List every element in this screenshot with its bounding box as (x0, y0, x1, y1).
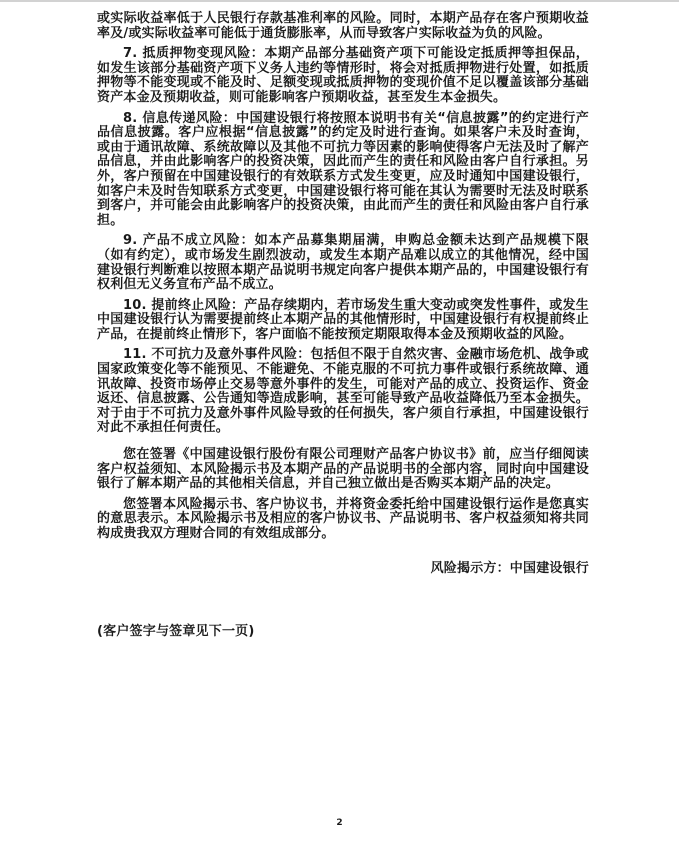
risk-discloser-signature-line: 风险揭示方：中国建设银行 (430, 560, 589, 576)
notice-paragraph-contract-composition: 您签署本风险揭示书、客户协议书，并将资金委托给中国建设银行运作是您真实的意思表示。本风险揭示书及相应的客户协议书、产品说明书、客户权益须知将共同构成贵我双方理财合同的有效组成部分。 (97, 496, 589, 541)
risk-item-9-product-non-establishment: 9. 产品不成立风险：如本产品募集期届满，申购总金额未达到产品规模下限（如有约定），或市场发生剧烈波动，或发生本期产品难以成立的其他情况，经中国建设银行判断难以按照本期产品说明书规定向客户提供本期产品的，中国建设银行有权利但无义务宣布产品不成立。 (97, 233, 589, 293)
continuation-paragraph: 或实际收益率低于人民银行存款基准利率的风险。同时，本期产品存在客户预期收益率及/或实际收益率可能低于通货膨胀率，从而导致客户实际收益为负的风险。 (97, 11, 589, 41)
signer-note: (客户签字与签章见下一页) (97, 624, 255, 639)
notice-paragraph-read-before-signing: 您在签署《中国建设银行股份有限公司理财产品客户协议书》前，应当仔细阅读客户权益须知、本风险揭示书及本期产品的产品说明书的全部内容，同时向中国建设银行了解本期产品的其他相关信息，并自己独立做出是否购买本期产品的决定。 (97, 447, 589, 492)
risk-item-8-information-transmission: 8. 信息传递风险：中国建设银行将按照本说明书有关“信息披露”的约定进行产品信息披露。客户应根据“信息披露”的约定及时进行查询。如果客户未及时查询，或由于通讯故障、系统故障以及其他不可抗力等因素的影响使得客户无法及时了解产品信息，并由此影响客户的投资决策，因此而产生的责任和风险由客户自行承担。另外，客户预留在中国建设银行的有效联系方式发生变更，应及时通知中国建设银行，如客户未及时告知联系方式变更，中国建设银行将可能在其认为需要时无法及时联系到客户，并可能会由此影响客户的投资决策，由此而产生的责任和风险由客户自行承担。 (97, 110, 589, 228)
page-number: 2 (336, 818, 343, 828)
risk-item-11-force-majeure: 11. 不可抗力及意外事件风险：包括但不限于自然灾害、金融市场危机、战争或国家政策变化等不能预见、不能避免、不能克服的不可抗力事件或银行系统故障、通讯故障、投资市场停止交易等意外事件的发生，可能对产品的成立、投资运作、资金返还、信息披露、公告通知等造成影响，甚至可能导致产品收益降低乃至本金损失。对于由于不可抗力及意外事件风险导致的任何损失，客户须自行承担，中国建设银行对此不承担任何责任。 (97, 347, 589, 436)
risk-item-10-early-termination: 10. 提前终止风险：产品存续期内，若市场发生重大变动或突发性事件，或发生中国建设银行认为需要提前终止本期产品的其他情形时，中国建设银行有权提前终止产品，在提前终止情形下，客户面临不能按预定期限取得本金及预期收益的风险。 (97, 297, 589, 342)
risk-item-7-collateral-realization: 7. 抵质押物变现风险：本期产品部分基础资产项下可能设定抵质押等担保品，如发生该部分基础资产项下义务人违约等情形时，将会对抵质押物进行处置，如抵质押物等不能变现或不能及时、足额变现或抵质押物的变现价值不足以覆盖该部分基础资产本金及预期收益，则可能影响客户预期收益，甚至发生本金损失。 (97, 46, 589, 105)
page-top-edge (0, 0, 679, 2)
document-body (97, 12, 589, 582)
